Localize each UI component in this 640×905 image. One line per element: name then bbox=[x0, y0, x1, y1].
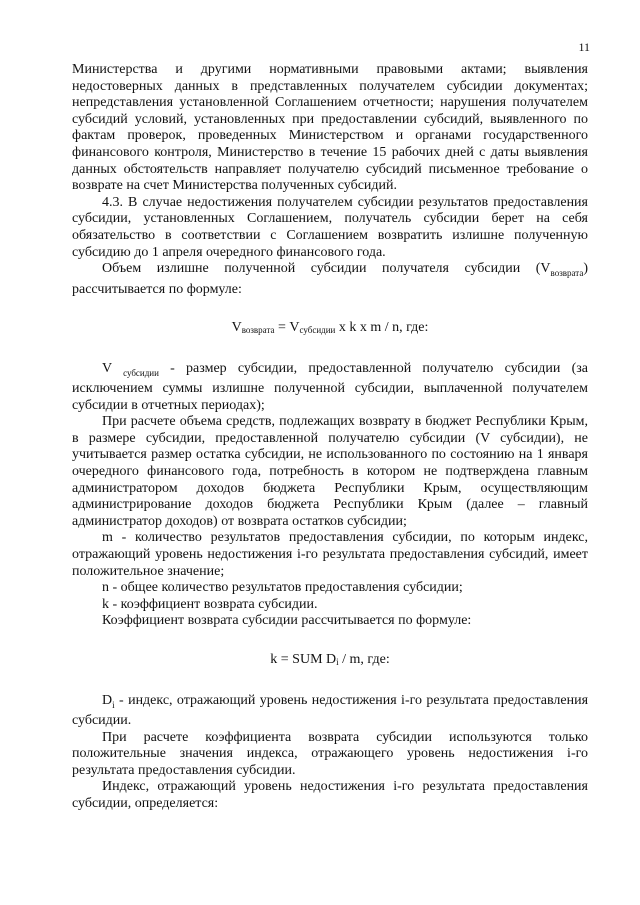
formula-k-rest: / m, где: bbox=[338, 652, 390, 667]
volume-intro-text: Объем излишне полученной субсидии получателя субсидии (V bbox=[102, 261, 551, 277]
formula-k bbox=[72, 652, 588, 671]
paragraph-di-definition bbox=[72, 693, 588, 730]
formula-k-sub: i bbox=[336, 657, 339, 667]
formula-v-subsidy-sub: субсидии bbox=[299, 325, 336, 336]
paragraph-calculation-volume: При расчете объема средств, подлежащих возврату в бюджет Республики Крым, в размере субсидии, предоставленной получателю субсидии (V субсидии), не учитывается размер остатка субсидии, не использованного по состоянию на 1 января очередного финансового года, потребность в котором не подтверждена главным администратором доходов бюджета Республики Крым, осуществляющим администрирование доходов бюджета Республики Крым (далее – главный администратор доходов) от возврата остатков субсидии; bbox=[72, 414, 588, 529]
paragraph-index-determined: Индекс, отражающий уровень недостижения i-го результата предоставления субсидии, определяется: bbox=[72, 779, 588, 811]
paragraph-k-definition: k - коэффициент возврата субсидии. bbox=[102, 596, 318, 612]
formula-v-return bbox=[72, 320, 588, 339]
v-def-dash: - bbox=[158, 360, 187, 376]
v-def-sub: субсидии bbox=[123, 367, 159, 378]
document-body bbox=[72, 62, 588, 813]
paragraph-ministry-actions: Министерства и другими нормативными правовыми актами; выявления недостоверных данных в представленных получателем субсидии документах; непредставления установленной Соглашением отчетности; нарушения получателем субсидий условий, установленных при предоставлении субсидий, выявленного по фактам проверок, проведенных Министерством и органами государственного финансового контроля, Министерство в течение 15 рабочих дней с даты выявления данных обстоятельств направляет получателю субсидий письменное требование о возврате на счет Министерства полученных субсидий. bbox=[72, 62, 588, 194]
volume-intro-subscript: возврата bbox=[550, 267, 584, 278]
formula-v-symbol: V bbox=[231, 320, 242, 336]
formula-eq: = V bbox=[274, 320, 300, 336]
v-def-text: размер субсидии, предоставленной получателю субсидии (за исключением суммы излишне полученной субсидии, выплаченной получателем субсидии в отчетных периодах); bbox=[72, 360, 588, 413]
paragraph-4-3: 4.3. В случае недостижения получателем субсидии результатов предоставления субсидии, установленных Соглашением, получатель субсидии берет на себя обязательство в соответствии с Соглашением возвратить излишне полученную субсидию до 1 апреля очередного финансового года. bbox=[72, 194, 588, 260]
di-text: - индекс, отражающий уровень недостижения i-го результата предоставления субсидии. bbox=[72, 692, 589, 728]
formula-k-prefix: k = SUM D bbox=[270, 652, 337, 667]
paragraph-n-definition: n - общее количество результатов предоставления субсидии; bbox=[102, 580, 463, 596]
paragraph-volume-intro bbox=[72, 261, 588, 298]
di-sub: i bbox=[112, 699, 115, 710]
volume-intro-close: ) bbox=[583, 261, 588, 277]
v-def-symbol: V bbox=[102, 360, 112, 376]
di-symbol: D bbox=[102, 692, 113, 708]
paragraph-m-definition: m - количество результатов предоставления субсидии, по которым индекс, отражающий уровень недостижения i-го результата предоставления субсидий, имеет положительное значение; bbox=[72, 530, 588, 579]
formula-v-return-sub: возврата bbox=[241, 325, 275, 336]
paragraph-coefficient-intro: Коэффициент возврата субсидии рассчитывается по формуле: bbox=[102, 613, 472, 629]
paragraph-positive-values: При расчете коэффициента возврата субсидии используются только положительные значения индекса, отражающего уровень недостижения i-го результата предоставления субсидии. bbox=[72, 729, 588, 778]
page-number: 11 bbox=[578, 40, 590, 54]
volume-intro-tail: рассчитывается по формуле: bbox=[72, 281, 242, 297]
paragraph-v-subsidy-def bbox=[72, 361, 588, 415]
formula-rest: x k x m / n, где: bbox=[335, 320, 429, 336]
